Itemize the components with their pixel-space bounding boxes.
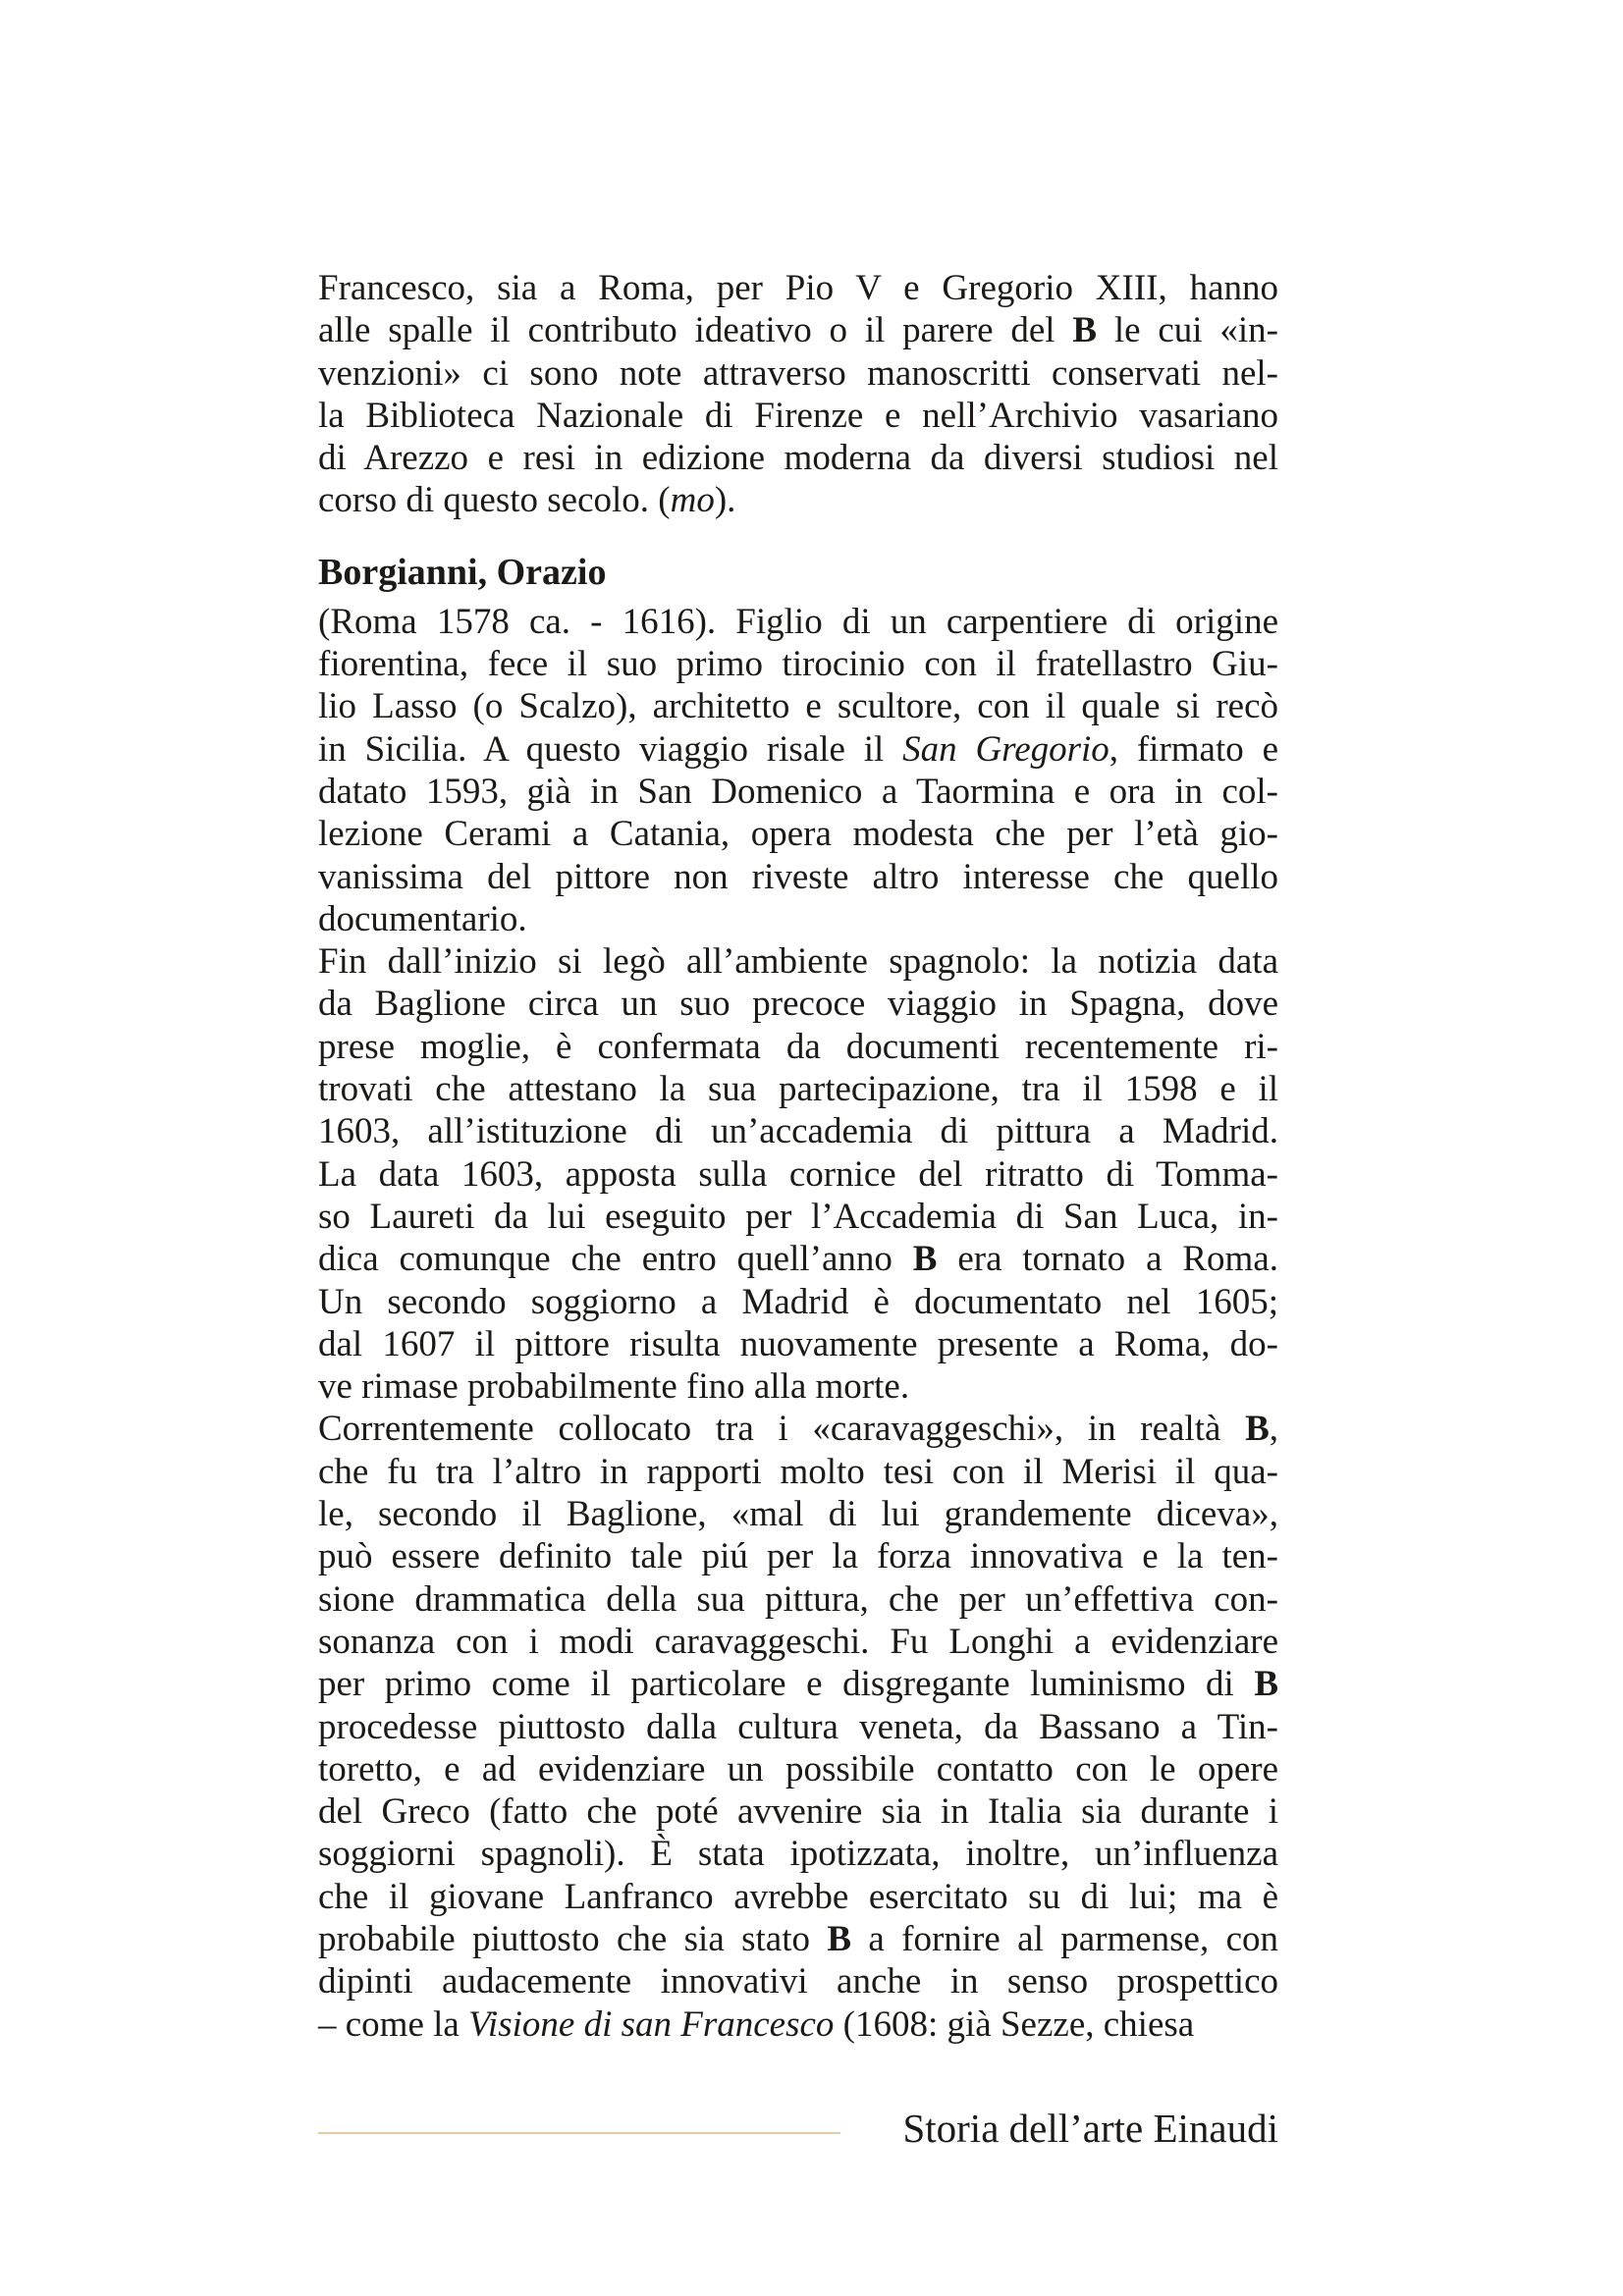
footer-publication-title: Storia dell’arte Einaudi bbox=[902, 2106, 1278, 2151]
text-run: dal 1607 il pittore risulta nuovamente presente a Roma, do- bbox=[318, 1323, 1278, 1364]
text-run: prese moglie, è confermata da documenti recentemente ri- bbox=[318, 1026, 1278, 1067]
text-run: Francesco, sia a Roma, per Pio V e Gregorio XIII, hanno bbox=[318, 268, 1278, 308]
prev-text-line bbox=[318, 395, 1278, 437]
entry-text-line bbox=[318, 1238, 1278, 1280]
text-run: sonanza con i modi caravaggeschi. Fu Longhi a evidenziare bbox=[318, 1621, 1278, 1662]
entry-text-line bbox=[318, 1706, 1278, 1748]
text-run: vanissima del pittore non riveste altro interesse che quello bbox=[318, 856, 1278, 897]
text-run: in Sicilia. A questo viaggio risale il bbox=[318, 728, 903, 770]
entry-text-line bbox=[318, 1196, 1278, 1238]
entry-text-line bbox=[318, 1323, 1278, 1365]
previous-entry-text bbox=[318, 267, 1278, 522]
prev-text-line bbox=[318, 352, 1278, 395]
text-run: per primo come il particolare e disgregante luminismo di bbox=[318, 1664, 1255, 1705]
text-run: da Baglione circa un suo precoce viaggio in Spagna, dove bbox=[318, 984, 1278, 1025]
bold-abbreviation: B bbox=[1245, 1409, 1270, 1450]
text-run: sione drammatica della sua pittura, che per un’effettiva con- bbox=[318, 1578, 1278, 1620]
entry-text-line bbox=[318, 1408, 1278, 1450]
text-run: può essere definito tale piú per la forza innovativa e la ten- bbox=[318, 1536, 1278, 1577]
text-run: procedesse piuttosto dalla cultura veneta, da Bassano a Tin- bbox=[318, 1706, 1278, 1747]
text-run: Correntemente collocato tra i «caravaggeschi», in realtà bbox=[318, 1409, 1246, 1450]
text-run: era tornato a Roma. bbox=[937, 1239, 1279, 1280]
entry-text-line bbox=[318, 1281, 1278, 1323]
text-run: La data 1603, apposta sulla cornice del ritratto di Tomma- bbox=[318, 1153, 1278, 1195]
entry-text-line bbox=[318, 1110, 1278, 1152]
text-run: documentario. bbox=[318, 898, 527, 939]
italic-title: Visione di san Francesco bbox=[468, 2003, 835, 2045]
text-run: le, secondo il Baglione, «mal di lui grandemente diceva», bbox=[318, 1494, 1278, 1535]
text-run: alle spalle il contributo ideativo o il parere del bbox=[318, 310, 1073, 351]
bold-abbreviation: B bbox=[827, 1918, 852, 1959]
text-run: Fin dall’inizio si legò all’ambiente spagnolo: la notizia data bbox=[318, 941, 1278, 983]
text-run: – come la bbox=[318, 2003, 469, 2045]
text-run: la Biblioteca Nazionale di Firenze e nell’Archivio vasariano bbox=[318, 395, 1278, 436]
entry-text-line bbox=[318, 1365, 1278, 1408]
prev-text-line bbox=[318, 267, 1278, 309]
entry-text-line bbox=[318, 685, 1278, 727]
text-run: che il giovane Lanfranco avrebbe esercitato su di lui; ma è bbox=[318, 1876, 1278, 1917]
entry-text-line bbox=[318, 1918, 1278, 1960]
footer-rule bbox=[318, 2132, 840, 2134]
text-run: di Arezzo e resi in edizione moderna da diversi studiosi nel bbox=[318, 438, 1278, 479]
entry-text-line bbox=[318, 898, 1278, 940]
entry-text-line bbox=[318, 728, 1278, 771]
prev-text-line bbox=[318, 309, 1278, 351]
text-run: che fu tra l’altro in rapporti molto tesi con il Merisi il qua- bbox=[318, 1451, 1278, 1492]
text-run: probabile piuttosto che sia stato bbox=[318, 1918, 828, 1959]
text-run: (1608: già Sezze, chiesa bbox=[834, 2003, 1195, 2045]
text-run: corso di questo secolo. ( bbox=[318, 480, 671, 521]
text-run: lio Lasso (o Scalzo), architetto e scultore, con il quale si recò bbox=[318, 686, 1278, 727]
entry-text-line bbox=[318, 1451, 1278, 1493]
text-run: (Roma 1578 ca. - 1616). Figlio di un carpentiere di origine bbox=[318, 601, 1278, 642]
entry-text-line bbox=[318, 1493, 1278, 1535]
text-run: Un secondo soggiorno a Madrid è documentato nel 1605; bbox=[318, 1281, 1278, 1322]
italic-title: mo bbox=[670, 480, 715, 521]
entry-text-line bbox=[318, 1535, 1278, 1577]
text-run: 1603, all’istituzione di un’accademia di pittura a Madrid. bbox=[318, 1111, 1278, 1152]
entry-text-line bbox=[318, 856, 1278, 898]
entry-text-line bbox=[318, 1960, 1278, 2002]
text-run: soggiorni spagnoli). È stata ipotizzata, inoltre, un’influenza bbox=[318, 1834, 1278, 1875]
text-run: fiorentina, fece il suo primo tirocinio con il fratellastro Giu- bbox=[318, 644, 1278, 685]
entry-text-line bbox=[318, 1153, 1278, 1196]
entry-text-line bbox=[318, 1876, 1278, 1918]
entry-text-line bbox=[318, 1663, 1278, 1705]
entry-text-line bbox=[318, 601, 1278, 643]
spacer bbox=[318, 522, 1278, 550]
prev-text-line bbox=[318, 437, 1278, 479]
page-body bbox=[318, 267, 1278, 2046]
entry-text-line bbox=[318, 1748, 1278, 1790]
entry-text-line bbox=[318, 983, 1278, 1025]
text-run: , firmato e bbox=[1109, 728, 1278, 770]
prev-text-line bbox=[318, 479, 1278, 521]
italic-title: San Gregorio bbox=[902, 728, 1109, 770]
bold-abbreviation: B bbox=[1072, 310, 1098, 351]
entry-text-line bbox=[318, 1068, 1278, 1110]
entry-text-line bbox=[318, 643, 1278, 685]
entry-body-text bbox=[318, 601, 1278, 2046]
entry-text-line bbox=[318, 940, 1278, 983]
bold-abbreviation: B bbox=[1254, 1664, 1278, 1705]
entry-text-line bbox=[318, 1790, 1278, 1833]
page-footer bbox=[318, 2099, 1278, 2158]
entry-text-line bbox=[318, 1026, 1278, 1068]
text-run: ). bbox=[714, 480, 736, 521]
text-run: dica comunque che entro quell’anno bbox=[318, 1239, 913, 1280]
text-run: a fornire al parmense, con bbox=[851, 1918, 1278, 1959]
text-run: datato 1593, già in San Domenico a Taormina e ora in col- bbox=[318, 771, 1278, 812]
text-run: lezione Cerami a Catania, opera modesta che per l’età gio- bbox=[318, 814, 1278, 855]
entry-text-line bbox=[318, 771, 1278, 813]
entry-text-line bbox=[318, 1621, 1278, 1663]
bold-abbreviation: B bbox=[912, 1239, 938, 1280]
entry-text-line bbox=[318, 813, 1278, 855]
text-run: del Greco (fatto che poté avvenire sia in Italia sia durante i bbox=[318, 1791, 1278, 1833]
text-run: so Laureti da lui eseguito per l’Accademia di San Luca, in- bbox=[318, 1196, 1278, 1237]
text-run: , bbox=[1269, 1409, 1278, 1450]
text-run: toretto, e ad evidenziare un possibile contatto con le opere bbox=[318, 1748, 1278, 1789]
entry-text-line bbox=[318, 1833, 1278, 1875]
text-run: dipinti audacemente innovativi anche in senso prospettico bbox=[318, 1961, 1278, 2002]
text-run: trovati che attestano la sua partecipazione, tra il 1598 e il bbox=[318, 1069, 1278, 1110]
entry-text-line bbox=[318, 1578, 1278, 1621]
text-run: venzioni» ci sono note attraverso manoscritti conservati nel- bbox=[318, 352, 1278, 394]
entry-heading: Borgianni, Orazio bbox=[318, 551, 607, 593]
entry-text-line bbox=[318, 2003, 1278, 2046]
text-run: ve rimase probabilmente fino alla morte. bbox=[318, 1366, 910, 1408]
text-run: le cui «in- bbox=[1097, 310, 1278, 351]
